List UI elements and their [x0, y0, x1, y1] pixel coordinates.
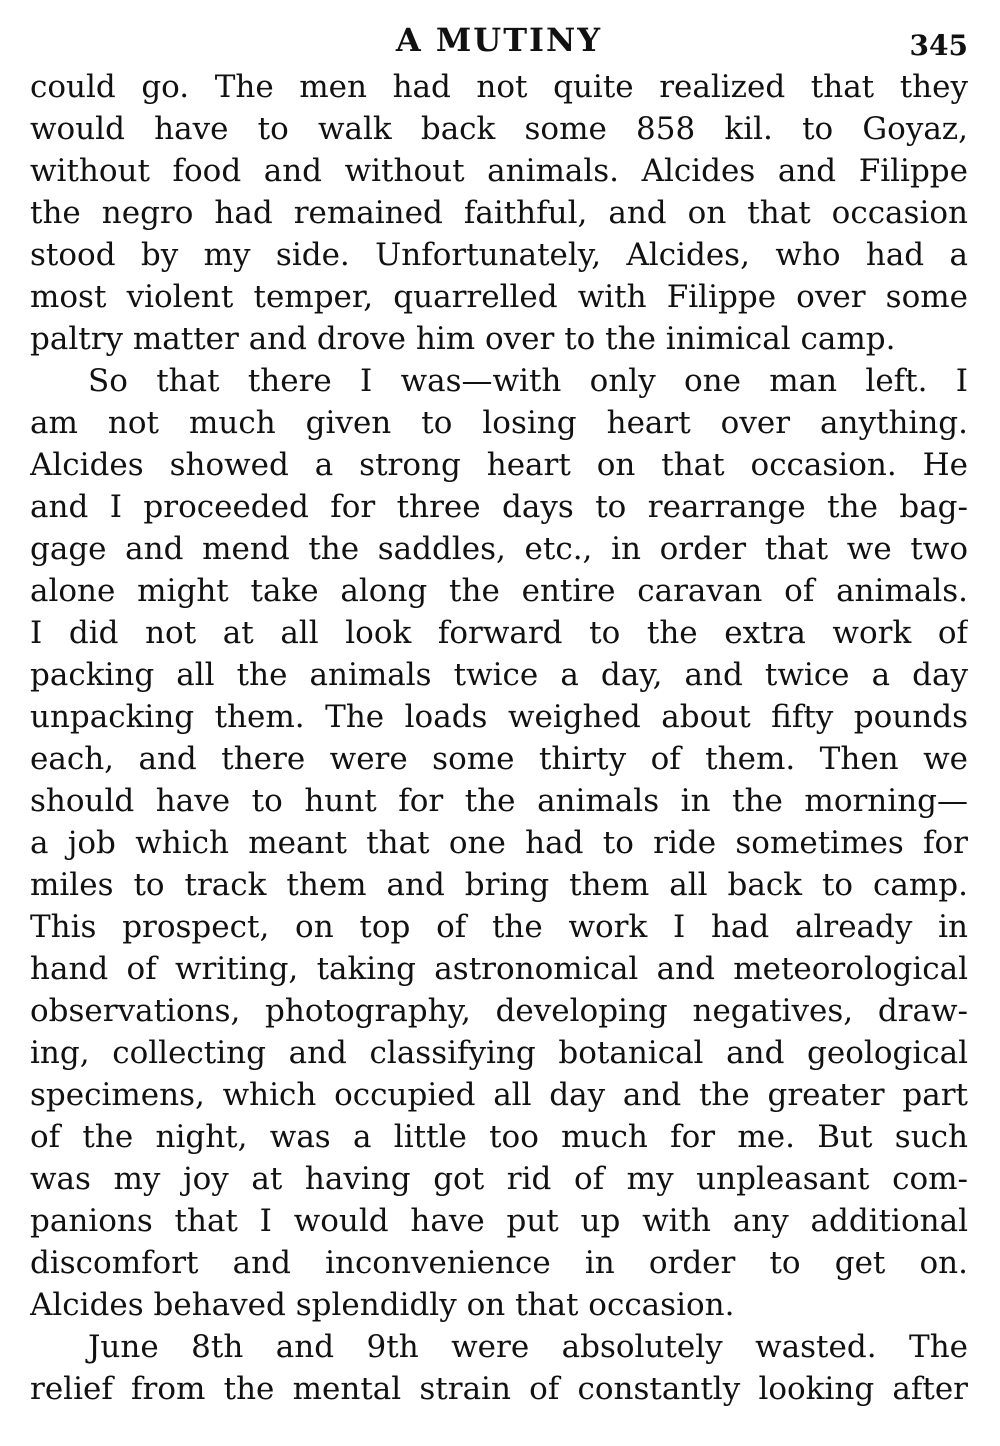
running-head: A MUTINY: [395, 21, 603, 59]
text-line: gage and mend the saddles, etc., in order that we two: [30, 531, 968, 567]
text-line: most violent temper, quarrelled with Filippe over some: [30, 279, 968, 315]
text-line: stood by my side. Unfortunately, Alcides, who had a: [30, 237, 968, 273]
text-line: paltry matter and drove him over to the inimical camp.: [30, 321, 896, 357]
text-line: alone might take along the entire caravan of animals.: [30, 573, 968, 609]
text-line: I did not at all look forward to the extra work of: [30, 615, 968, 651]
text-line: observations, photography, developing negatives, draw-: [30, 993, 968, 1029]
text-line: June 8th and 9th were absolutely wasted. The: [88, 1329, 968, 1365]
text-line: could go. The men had not quite realized that they: [30, 69, 968, 105]
text-line: specimens, which occupied all day and the greater part: [30, 1077, 968, 1113]
page-number: 345: [909, 29, 968, 62]
text-line: of the night, was a little too much for me. But such: [30, 1119, 968, 1155]
body-text: [30, 66, 968, 1410]
text-line: This prospect, on top of the work I had already in: [30, 909, 968, 945]
text-line: panions that I would have put up with any additional: [30, 1203, 968, 1239]
text-line: am not much given to losing heart over anything.: [30, 405, 968, 441]
text-line: packing all the animals twice a day, and twice a day: [30, 657, 968, 693]
text-line: discomfort and inconvenience in order to get on.: [30, 1245, 968, 1281]
text-line: Alcides showed a strong heart on that occasion. He: [30, 447, 968, 483]
text-line: hand of writing, taking astronomical and meteorological: [30, 951, 968, 987]
text-line: relief from the mental strain of constantly looking after: [30, 1371, 968, 1407]
page-header: [30, 18, 968, 66]
text-line: So that there I was—with only one man left. I: [88, 363, 968, 399]
text-line: unpacking them. The loads weighed about fifty pounds: [30, 699, 968, 735]
text-line: miles to track them and bring them all back to camp.: [30, 867, 968, 903]
text-line: and I proceeded for three days to rearrange the bag-: [30, 489, 968, 525]
text-line: ing, collecting and classifying botanical and geological: [30, 1035, 968, 1071]
text-line: was my joy at having got rid of my unpleasant com-: [30, 1161, 968, 1197]
text-line: each, and there were some thirty of them. Then we: [30, 741, 968, 777]
text-line: would have to walk back some 858 kil. to Goyaz,: [30, 111, 968, 147]
text-line: without food and without animals. Alcides and Filippe: [30, 153, 968, 189]
text-line: the negro had remained faithful, and on that occasion: [30, 195, 968, 231]
text-line: should have to hunt for the animals in the morning—: [30, 783, 968, 819]
text-line: a job which meant that one had to ride sometimes for: [30, 825, 968, 861]
book-page: [30, 18, 968, 1428]
text-line: Alcides behaved splendidly on that occasion.: [30, 1287, 735, 1323]
